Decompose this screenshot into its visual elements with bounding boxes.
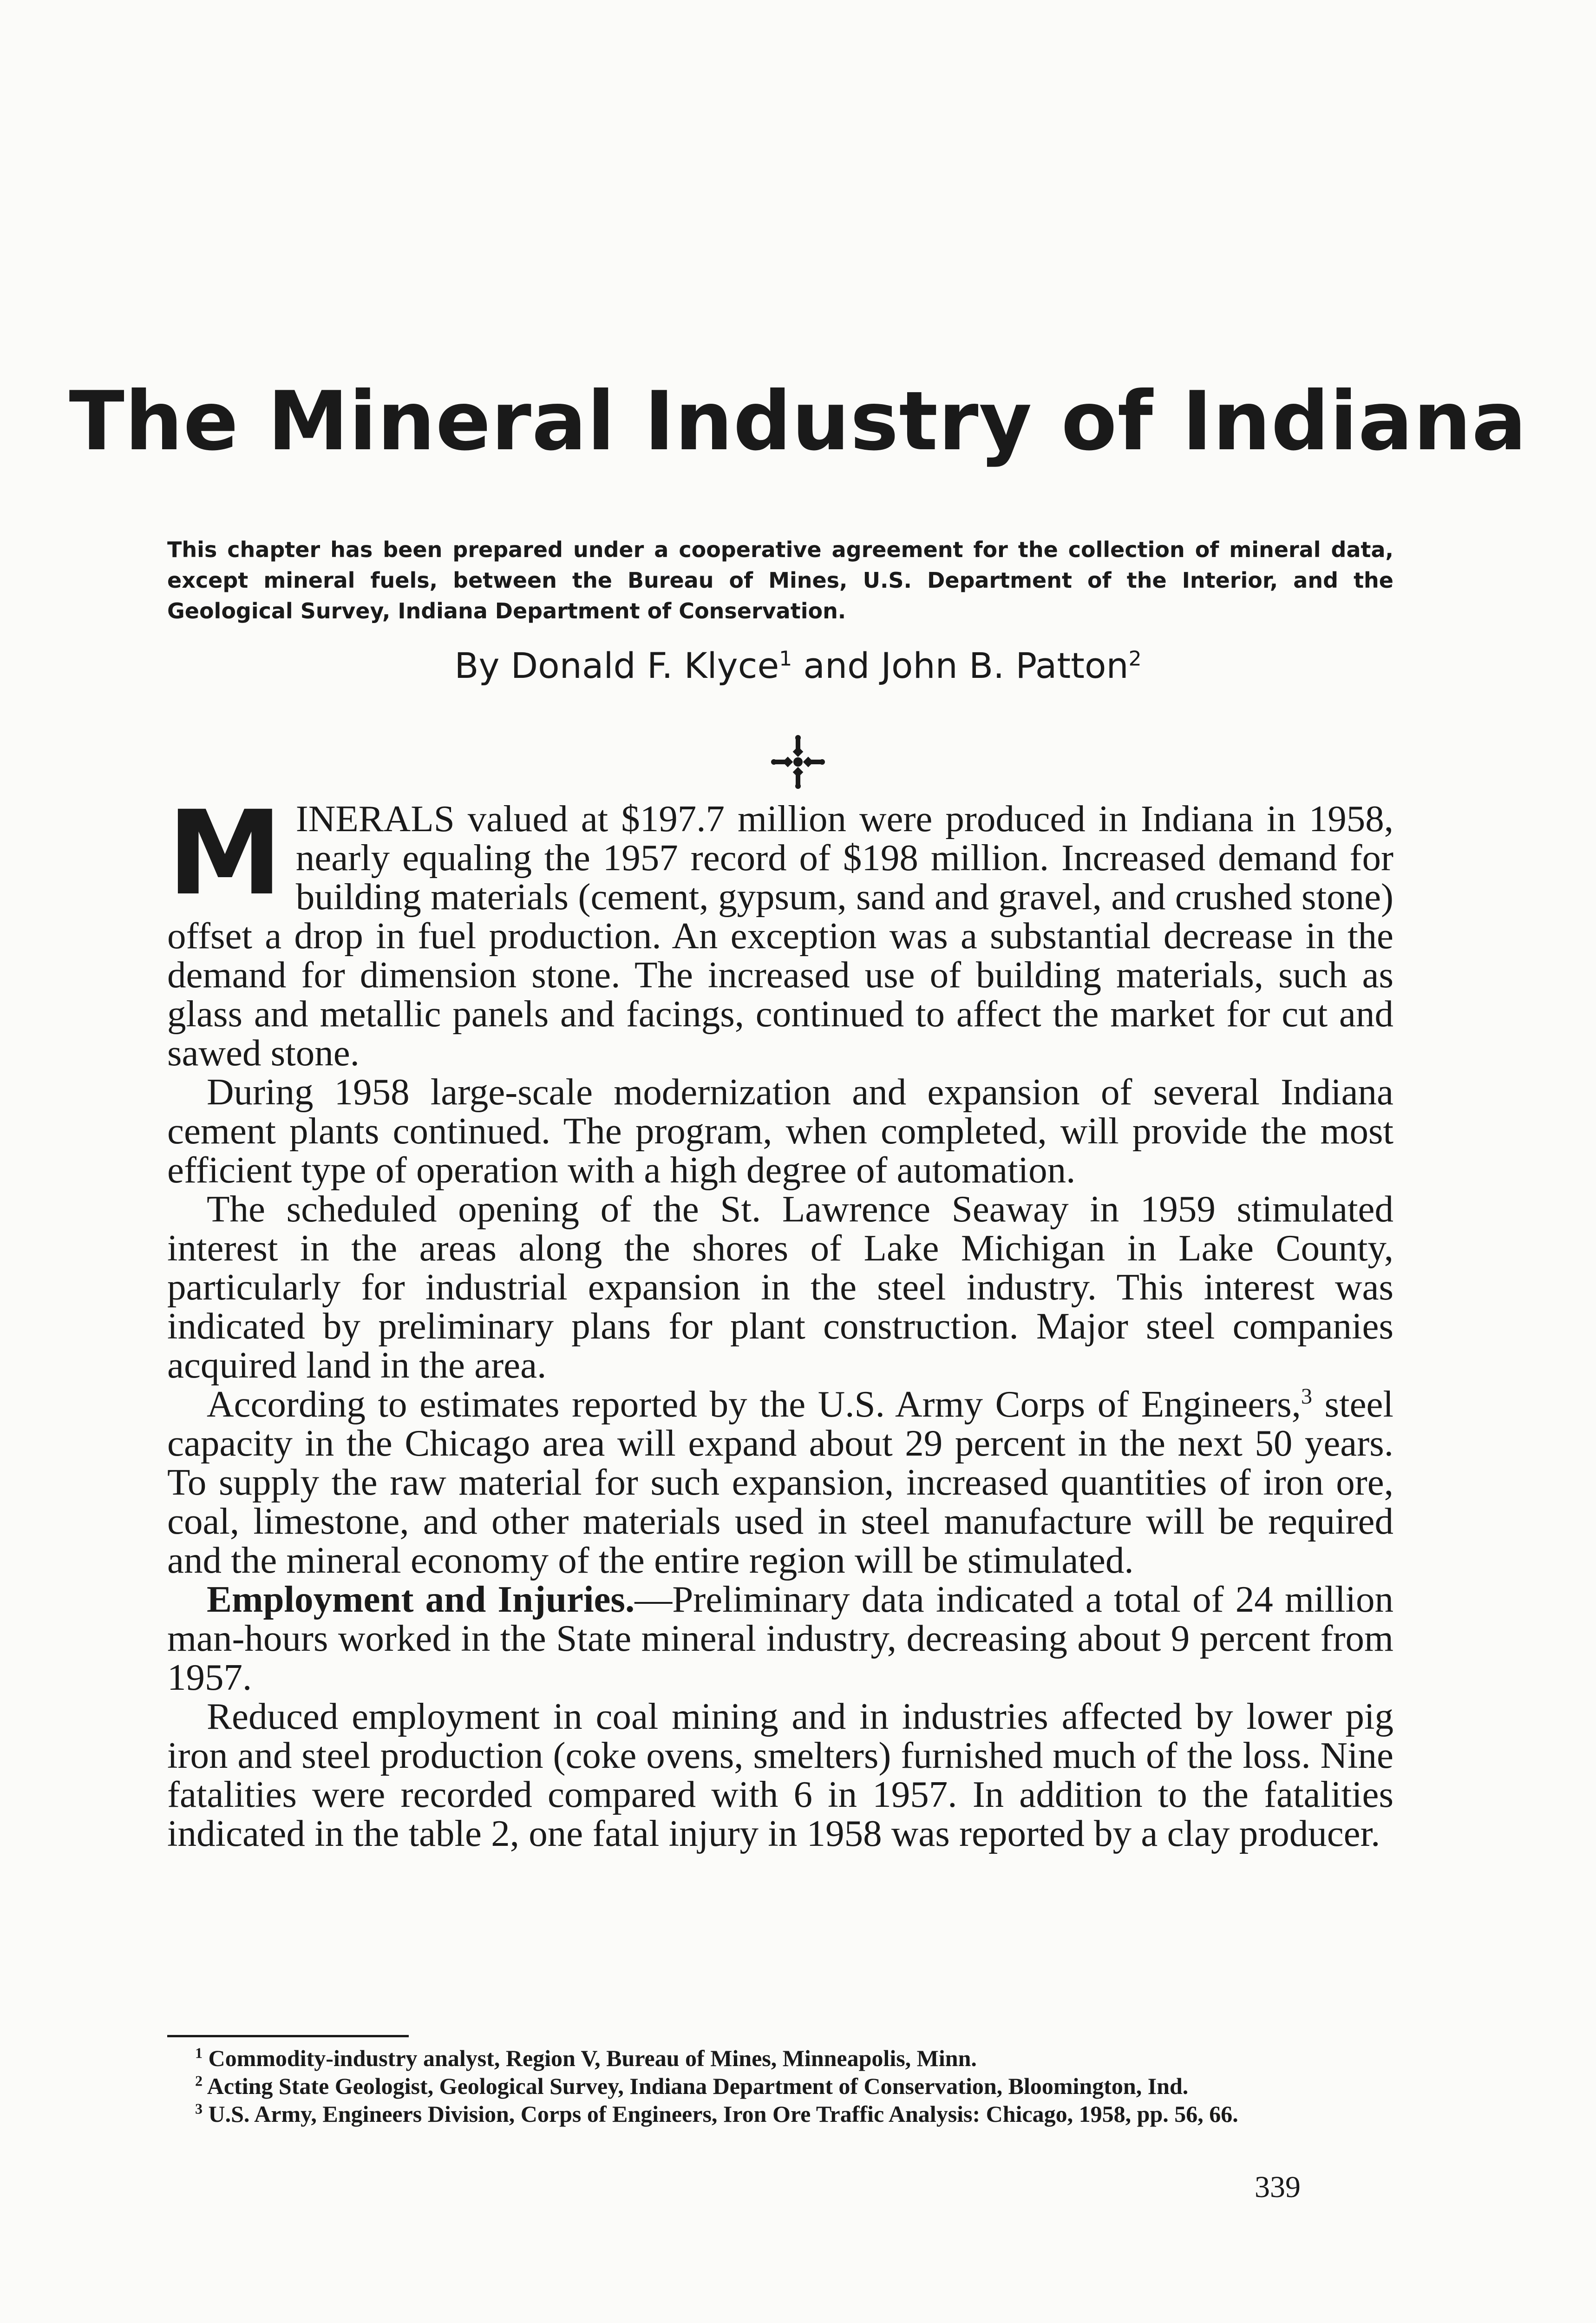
article-body (167, 786, 1394, 1854)
footnote-mark: 1 (195, 2044, 203, 2061)
body-paragraph-1 (167, 786, 1393, 1074)
footnote-2 (167, 2072, 1393, 2100)
section-run-in-heading: Employment and Injuries. (207, 1578, 635, 1620)
footnote-ref-1[interactable]: 1 (779, 647, 792, 671)
footnote-text: Commodity-industry analyst, Region V, Bureau of Mines, Minneapolis, Minn. (208, 2045, 977, 2071)
footnotes (167, 2044, 1393, 2128)
chapter-headnote: This chapter has been prepared under a cooperative agreement for the collection of mineral data, except mineral fuels, between the Bureau of Mines, U.S. Department of the Interior, and the Geological Survey, Indiana Department of Conservation. (167, 537, 1393, 623)
body-paragraph-2: During 1958 large-scale modernization and expansion of several Indiana cement plants continued. The program, when completed, will provide the most efficient type of operation with a high degree of automation. (167, 1071, 1393, 1191)
paragraph-text: —Preliminary data indicated a total of 24 million man-hours worked in the State mineral industry, decreasing about 9 percent from 1957. (167, 1578, 1394, 1698)
paragraph-text: INERALS valued at $197.7 million were produced in Indiana in 1958, nearly equaling the 1957 record of $198 million. Increased demand for building materials (cement, gypsum, sand and gravel, and crushed stone) offset a drop in fuel production. An exception was a substantial decrease in the demand for dimension stone. The increased use of building materials, such as glass and metallic panels and facings, continued to affect the market for cut and sawed stone. (167, 798, 1393, 1074)
paragraph-text: According to estimates reported by the U.S. Army Corps of Engineers, (207, 1383, 1301, 1425)
author-byline (0, 645, 1596, 686)
body-paragraph-3: The scheduled opening of the St. Lawrence Seaway in 1959 stimulated interest in the areas along the shores of Lake Michigan in Lake County, particularly for industrial expansion in the steel industry. This interest was indicated by preliminary plans for plant construction. Major steel companies acquired land in the area. (167, 1188, 1393, 1386)
footnote-ref-3[interactable]: 3 (1301, 1384, 1312, 1409)
body-paragraph-4 (167, 1385, 1393, 1580)
drop-cap: M (167, 786, 283, 921)
byline-by: By (454, 645, 500, 686)
body-paragraph-6: Reduced employment in coal mining and in industries affected by lower pig iron and steel production (coke ovens, smelters) furnished much of the loss. Nine fatalities were recorded compared with 6 in 1957. In addition to the fatalities indicated in the table 2, one fatal injury in 1958 was reported by a clay producer. (167, 1695, 1393, 1854)
footnote-ref-2[interactable]: 2 (1128, 647, 1142, 671)
author-name-1: Donald F. Klyce (510, 645, 779, 686)
footnote-text: U.S. Army, Engineers Division, Corps of Engineers, Iron Ore Traffic Analysis: Chicago, 1958, pp. 56, 66. (208, 2101, 1238, 2127)
paragraph-text: steel capacity in the Chicago area will expand about 29 percent in the next 50 years. To supply the raw material for such expansion, increased quantities of iron ore, coal, limestone, and other materials used in steel manufacture will be required and the mineral economy of the entire region will be stimulated. (167, 1383, 1393, 1581)
footnote-mark: 3 (195, 2100, 203, 2117)
author-name-2: John B. Patton (881, 645, 1129, 686)
page-number: 339 (1255, 2170, 1301, 2204)
article-title: The Mineral Industry of Indiana (69, 374, 1527, 469)
footnote-1 (167, 2044, 1393, 2072)
footnote-divider (167, 2035, 409, 2037)
footnote-3 (167, 2100, 1393, 2128)
byline-and: and (803, 645, 870, 686)
body-paragraph-5 (167, 1580, 1393, 1697)
footnote-text: Acting State Geologist, Geological Survey, Indiana Department of Conservation, Bloomington, Ind. (207, 2073, 1189, 2099)
footnote-mark: 2 (195, 2072, 203, 2089)
fleuron-ornament-icon (770, 734, 826, 790)
